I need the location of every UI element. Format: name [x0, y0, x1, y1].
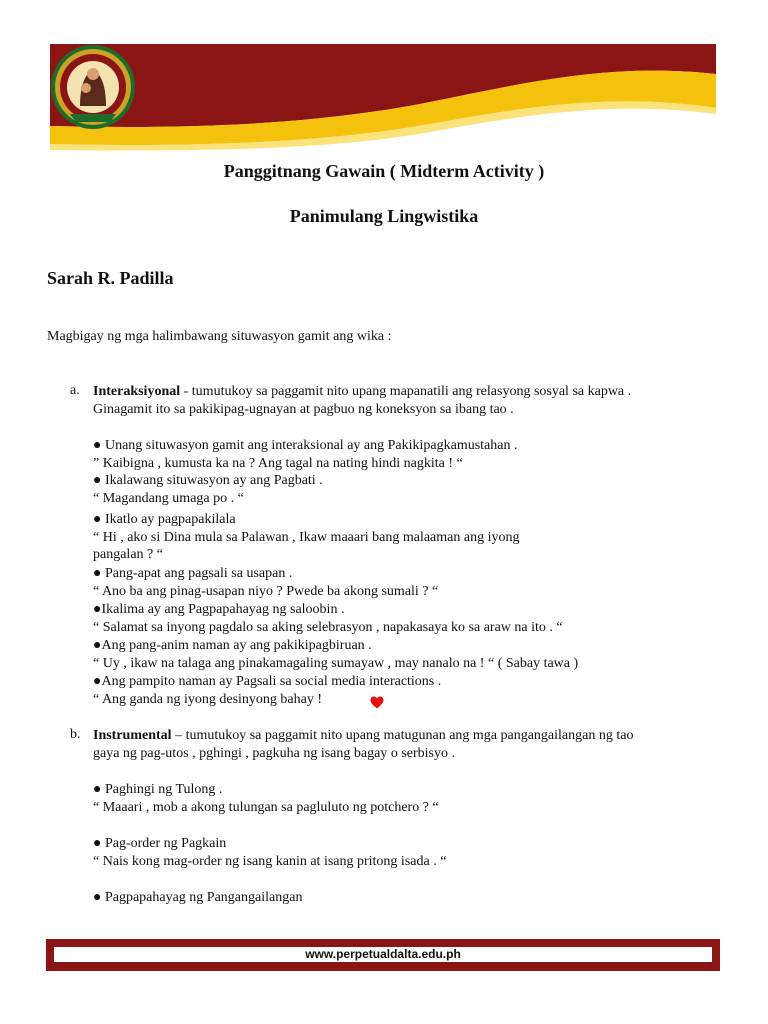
section-a-line: “ Magandang umaga po . “: [93, 491, 244, 506]
section-a-def-2: Ginagamit ito sa pakikipag-ugnayan at pagbuo ng koneksyon sa ibang tao .: [93, 402, 514, 417]
school-seal-icon: [50, 44, 136, 130]
section-b-line: “ Maaari , mob a akong tulungan sa pagluluto ng potchero ? “: [93, 800, 439, 815]
section-a-definition: [93, 383, 631, 400]
section-b-line: ● Paghingi ng Tulong .: [93, 782, 223, 797]
heart-icon: [370, 696, 384, 709]
author-name: Sarah R. Padilla: [47, 268, 174, 288]
section-b-marker: b.: [70, 727, 81, 742]
section-a-def-1: - tumutukoy sa paggamit nito upang mapanatili ang relasyong sosyal sa kapwa .: [180, 384, 632, 399]
section-a-line: ● Ikatlo ay pagpapakilala: [93, 512, 236, 527]
section-a-line: ● Ikalawang situwasyon ay ang Pagbati .: [93, 473, 323, 488]
document-title: Panggitnang Gawain ( Midterm Activity ): [223, 161, 545, 181]
section-b-def-2: gaya ng pag-utos , pghingi , pagkuha ng isang bagay o serbisyo .: [93, 746, 455, 761]
section-a-line: “ Ang ganda ng iyong desinyong bahay !: [93, 692, 323, 707]
section-a-line: ●Ikalima ay ang Pagpapahayag ng saloobin .: [93, 602, 345, 617]
section-a-line: ● Pang-apat ang pagsali sa usapan .: [93, 566, 293, 581]
footer-bar: [46, 939, 720, 971]
section-b-line: ● Pag-order ng Pagkain: [93, 836, 227, 851]
header-banner: [50, 44, 716, 152]
section-a-line: ●Ang pang-anim naman ay ang pakikipagbiruan .: [93, 638, 372, 653]
section-a-line: pangalan ? “: [93, 547, 163, 562]
section-b-term: Instrumental: [93, 728, 172, 743]
section-a-line: “ Salamat sa inyong pagdalo sa aking selebrasyon , napakasaya ko sa araw na ito . “: [93, 620, 563, 635]
section-b-line: ● Pagpapahayag ng Pangangailangan: [93, 890, 303, 905]
prompt-text: Magbigay ng mga halimbawang situwasyon gamit ang wika :: [47, 329, 392, 344]
section-a-line: “ Hi , ako si Dina mula sa Palawan , Ikaw maaari bang malaaman ang iyong: [93, 530, 520, 545]
section-a-line: ● Unang situwasyon gamit ang interaksional ay ang Pakikipagkamustahan .: [93, 438, 518, 453]
document-subtitle: Panimulang Lingwistika: [289, 206, 479, 226]
section-a-line: ” Kaibigna , kumusta ka na ? Ang tagal na nating hindi nagkita ! “: [93, 456, 463, 471]
section-b-def-1: – tumutukoy sa paggamit nito upang matugunan ang mga pangangailangan ng tao: [171, 728, 634, 743]
section-a-line: “ Uy , ikaw na talaga ang pinakamagaling sumayaw , may nanalo na ! “ ( Sabay tawa ): [93, 656, 579, 671]
section-a-line: ●Ang pampito naman ay Pagsali sa social media interactions .: [93, 674, 442, 689]
section-a-term: Interaksiyonal: [93, 384, 181, 399]
section-a-marker: a.: [70, 383, 80, 398]
footer-url[interactable]: www.perpetualdalta.edu.ph: [54, 947, 712, 962]
section-b-line: “ Nais kong mag-order ng isang kanin at isang pritong isada . “: [93, 854, 447, 869]
section-b-definition: [93, 727, 633, 744]
banner-graphic: [50, 44, 716, 152]
section-a-line: “ Ano ba ang pinag-usapan niyo ? Pwede ba akong sumali ? “: [93, 584, 439, 599]
